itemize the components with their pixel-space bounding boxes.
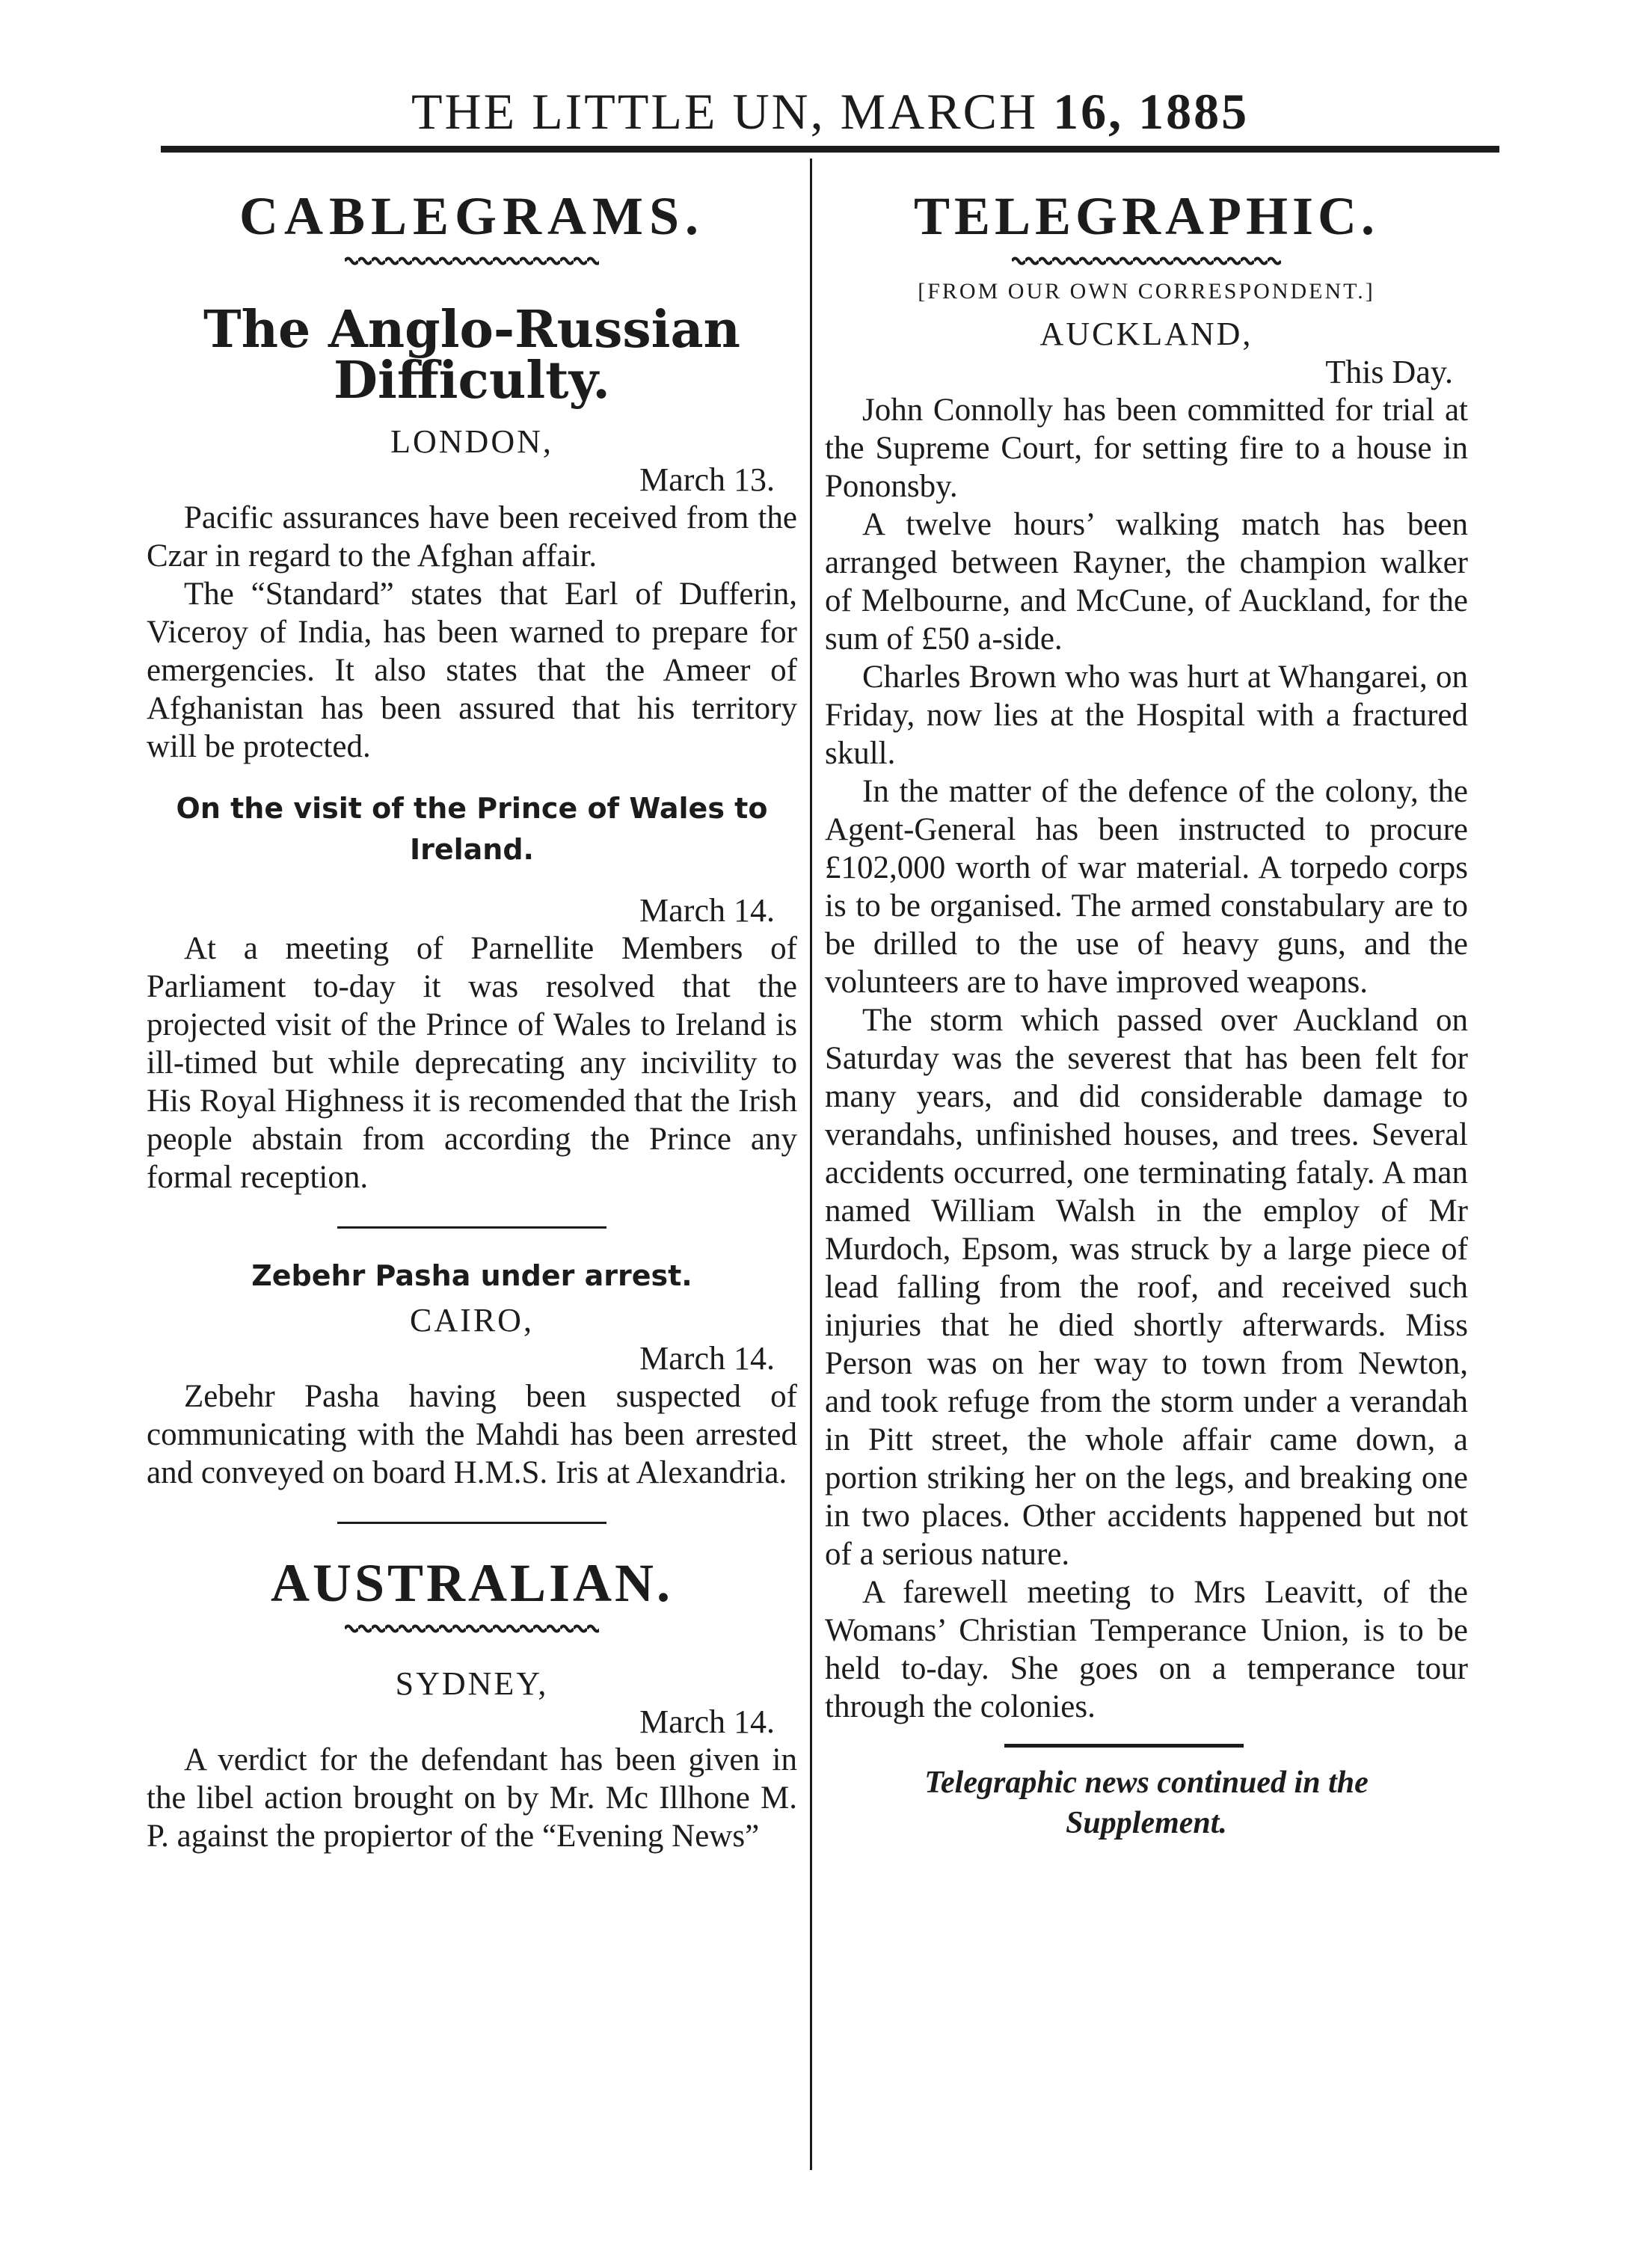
section-title-australian: AUSTRALIAN. [270, 1553, 674, 1614]
section-title-cablegrams: CABLEGRAMS. [239, 186, 705, 246]
headline-line: The Anglo-Russian [203, 300, 740, 360]
continued-line: Telegraphic news continued in the [924, 1765, 1369, 1801]
wavy-ornament [345, 255, 599, 267]
place-sydney: SYDNEY, [395, 1665, 549, 1702]
continued-note [825, 1763, 1468, 1843]
right-column [825, 172, 1468, 1843]
wavy-ornament [1012, 255, 1281, 267]
place-auckland: AUCKLAND, [1039, 316, 1253, 353]
divider-rule [337, 1226, 606, 1229]
masthead-year: 1885 [1138, 83, 1250, 140]
left-column [147, 172, 797, 1855]
place-cairo: CAIRO, [410, 1302, 534, 1339]
divider-rule [1004, 1744, 1244, 1748]
article-paragraph: Pacific assurances have been received from the Czar in regard to the Afghan affair. [147, 500, 797, 574]
correspondent-note: [FROM OUR OWN CORRESPONDENT.] [918, 279, 1375, 304]
dateline: March 14. [639, 1340, 775, 1377]
headline-line: Ireland. [409, 833, 534, 867]
masthead [161, 82, 1499, 141]
article-paragraph: Zebehr Pasha having been suspected of communicating with the Mahdi has been arrested and conveyed on board H.M.S. Iris at Alexandria. [147, 1379, 797, 1491]
wavy-ornament [345, 1623, 599, 1635]
article-paragraph: The storm which passed over Auckland on Saturday was the severest that has been felt for many years, and did considerable damage to verandahs, unfinished houses, and trees. Several accidents occurred, one terminating fataly. A man named William Walsh in the employ of Mr Murdoch, Epsom, was struck by a large piece of lead falling from the roof, and received such injuries that he died shortly afterwards. Miss Person was on her way to town from Newton, and took refuge from the storm under a verandah in Pitt street, the whole affair came down, a portion striking her on the legs, and breaking one in two places. Other accidents happened but not of a serious nature. [825, 1003, 1468, 1573]
headline-line: Difficulty. [334, 351, 610, 411]
dateline: March 13. [639, 461, 775, 499]
section-title-telegraphic: TELEGRAPHIC. [913, 186, 1380, 246]
column-divider [810, 159, 812, 2170]
masthead-rule [161, 146, 1499, 153]
headline-anglo-russian [147, 300, 797, 411]
masthead-month: MARCH [840, 83, 1039, 140]
place-london: LONDON, [390, 423, 553, 461]
article-paragraph: The “Standard” states that Earl of Dufferin, Viceroy of India, has been warned to prepare for emergencies. It also states that the Ameer of Afghanistan has been assured that his territory will be protected. [147, 577, 797, 765]
article-paragraph: John Connolly has been committed for trial at the Supreme Court, for setting fire to a house in Pononsby. [825, 393, 1468, 505]
headline-zebehr: Zebehr Pasha under arrest. [251, 1259, 692, 1293]
masthead-title: THE LITTLE UN, [411, 83, 826, 140]
dateline: March 14. [639, 1703, 775, 1740]
article-paragraph: A farewell meeting to Mrs Leavitt, of the Womans’ Christian Temperance Union, is to be held to-day. She goes on a temperance tour through the colonies. [825, 1575, 1468, 1725]
dateline: March 14. [639, 892, 775, 929]
dateline: This Day. [1325, 354, 1453, 391]
divider-rule [337, 1522, 606, 1524]
article-paragraph: Charles Brown who was hurt at Whangarei, on Friday, now lies at the Hospital with a fractured skull. [825, 660, 1468, 772]
article-paragraph: A verdict for the defendant has been given in the libel action brought on by Mr. Mc Illhone M. P. against the propiertor of the “Evening News” [147, 1742, 797, 1854]
article-paragraph: A twelve hours’ walking match has been arranged between Rayner, the champion walker of Melbourne, and McCune, of Auckland, for the sum of £50 a-side. [825, 507, 1468, 657]
masthead-day: 16, [1053, 83, 1124, 140]
continued-line: Supplement. [1066, 1806, 1227, 1841]
article-paragraph: In the matter of the defence of the colony, the Agent-General has been instructed to procure £102,000 worth of war material. A torpedo corps is to be organised. The armed constabulary are to be drilled to the use of heavy guns, and the volunteers are to have improved weapons. [825, 774, 1468, 1001]
headline-prince-of-wales [147, 788, 797, 870]
headline-line: On the visit of the Prince of Wales to [176, 792, 768, 826]
article-paragraph: At a meeting of Parnellite Members of Parliament to-day it was resolved that the projected visit of the Prince of Wales to Ireland is ill-timed but while deprecating any incivility to His Royal Highness it is recomended that the Irish people abstain from according the Prince any formal reception. [147, 931, 797, 1196]
